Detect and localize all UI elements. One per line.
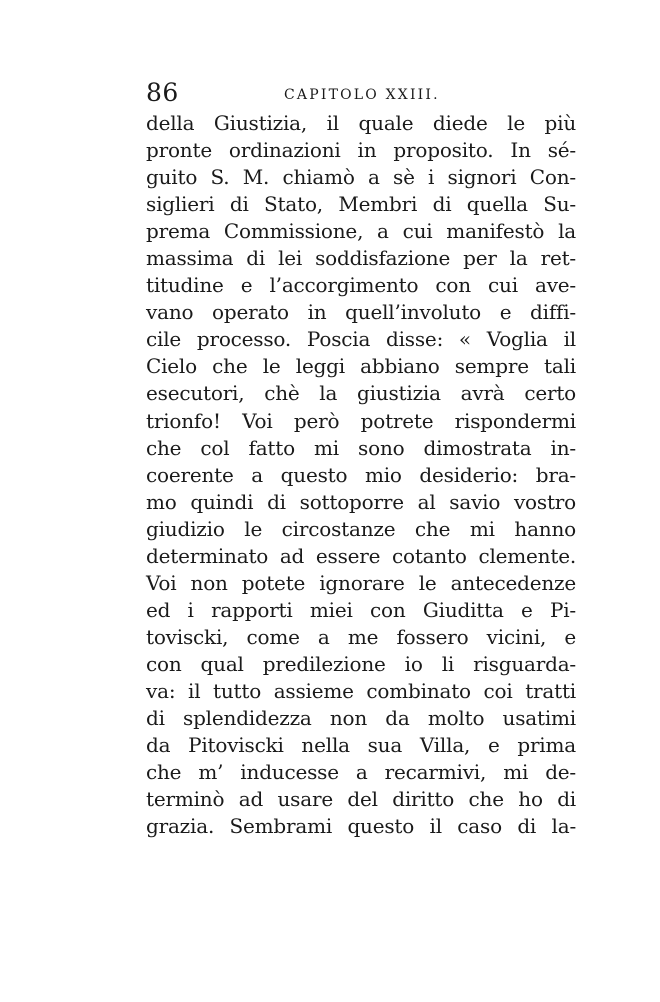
text-line: cile processo. Poscia disse: « Voglia il [146, 327, 576, 352]
text-line: ed i rapporti miei con Giuditta e Pi- [146, 597, 576, 622]
text-line: che m’ inducesse a recarmivi, mi de- [146, 760, 576, 785]
page-header [146, 78, 576, 112]
text-line: guito S. M. chiamò a sè i signori Con- [146, 165, 576, 190]
text-line: di splendidezza non da molto usatimi [146, 706, 576, 731]
text-line: esecutori, chè la giustizia avrà certo [146, 381, 576, 406]
text-line: titudine e l’accorgimento con cui ave- [146, 273, 576, 298]
body-text [146, 110, 576, 840]
text-line: Cielo che le leggi abbiano sempre tali [146, 354, 576, 379]
text-line: coerente a questo mio desiderio: bra- [146, 462, 576, 487]
page-number: 86 [146, 78, 179, 107]
text-line: terminò ad usare del diritto che ho di [146, 787, 576, 812]
text-line: pronte ordinazioni in proposito. In sé- [146, 138, 576, 163]
text-line: determinato ad essere cotanto clemente. [146, 543, 576, 568]
text-line: che col fatto mi sono dimostrata in- [146, 435, 576, 460]
text-line: prema Commissione, a cui manifestò la [146, 219, 576, 244]
text-line: va: il tutto assieme combinato coi tratti [146, 678, 576, 703]
running-head: CAPITOLO XXIII. [284, 87, 440, 103]
text-line: da Pitoviscki nella sua Villa, e prima [146, 733, 576, 758]
text-line: vano operato in quell’involuto e diffi- [146, 300, 576, 325]
text-line: mo quindi di sottoporre al savio vostro [146, 489, 576, 514]
text-line: trionfo! Voi però potrete rispondermi [146, 408, 576, 433]
text-line: giudizio le circostanze che mi hanno [146, 516, 576, 541]
text-line: grazia. Sembrami questo il caso di la- [146, 814, 576, 839]
text-line: Voi non potete ignorare le antecedenze [146, 570, 576, 595]
text-line: siglieri di Stato, Membri di quella Su- [146, 192, 576, 217]
text-line: toviscki, come a me fossero vicini, e [146, 624, 576, 649]
text-line: con qual predilezione io li risguarda- [146, 651, 576, 676]
text-line: della Giustizia, il quale diede le più [146, 111, 576, 135]
text-line: massima di lei soddisfazione per la ret- [146, 246, 576, 271]
